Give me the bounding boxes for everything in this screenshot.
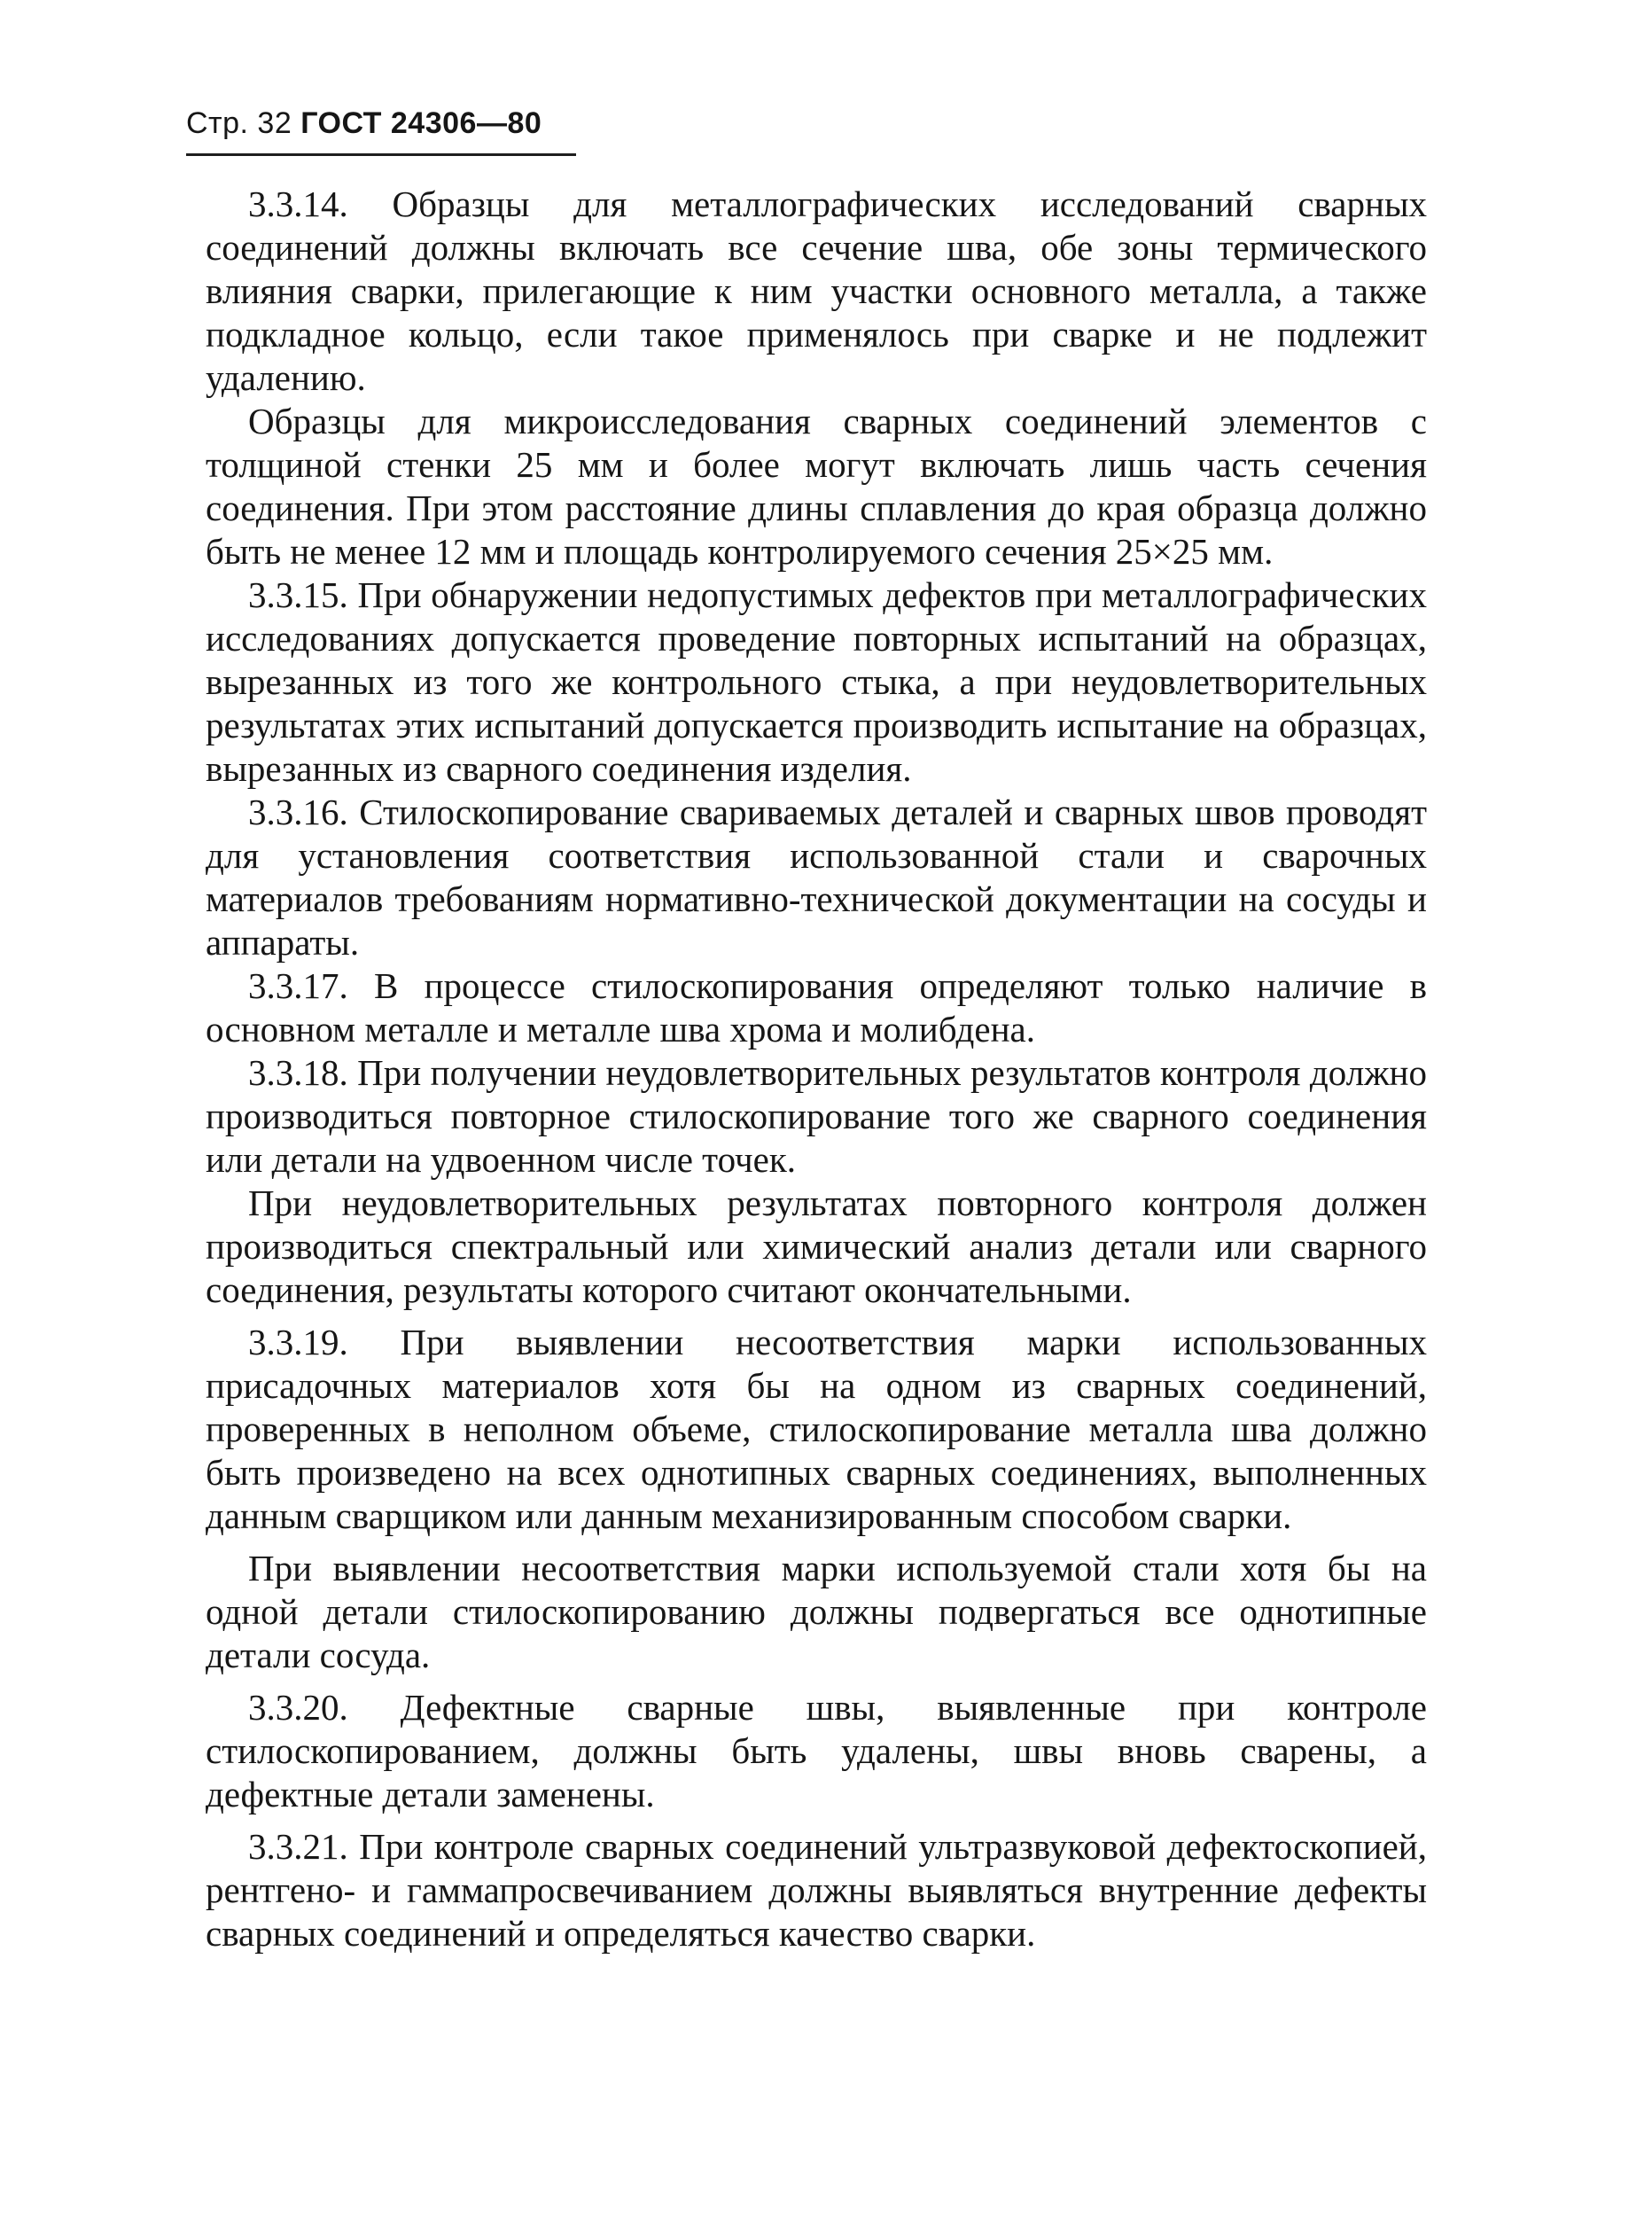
paragraph-3-3-19: 3.3.19. При выявлении несоответствия марки использованных присадочных материалов хотя бы на одном из сварных соединений, проверенных в неполном объеме, стилоскопирование металла шва должно быть произведено на всех однотипных сварных соединениях, выполненных данным сварщиком или данным механизированным способом сварки.: [206, 1322, 1427, 1536]
paragraph-3-3-15: 3.3.15. При обнаружении недопустимых дефектов при металлографических исследованиях допускается проведение повторных испытаний на образцах, вырезанных из того же контрольного стыка, а при неудовлетворительных результатах этих испытаний допускается производить испытание на образцах, вырезанных из сварного соединения изделия.: [206, 574, 1427, 789]
paragraph-3-3-18-continued: При неудовлетворительных результатах повторного контроля должен производиться спектральный или химический анализ детали или сварного соединения, результаты которого считают окончательными.: [206, 1182, 1427, 1310]
page-number: Стр. 32: [186, 106, 292, 140]
paragraph-3-3-20: 3.3.20. Дефектные сварные швы, выявленные при контроле стилоскопированием, должны быть удалены, швы вновь сварены, а дефектные детали заменены.: [206, 1687, 1427, 1814]
paragraph-3-3-19-continued: При выявлении несоответствия марки используемой стали хотя бы на одной детали стилоскопированию должны подвергаться все однотипные детали сосуда.: [206, 1548, 1427, 1675]
paragraph-3-3-17: 3.3.17. В процессе стилоскопирования определяют только наличие в основном металле и металле шва хрома и молибдена.: [206, 965, 1427, 1050]
paragraph-3-3-16: 3.3.16. Стилоскопирование свариваемых деталей и сварных швов проводят для установления соответствия использованной стали и сварочных материалов требованиям нормативно-технической документации на сосуды и аппараты.: [206, 792, 1427, 963]
header-rule: [186, 153, 576, 156]
paragraph-3-3-14: 3.3.14. Образцы для металлографических исследований сварных соединений должны включать все сечение шва, обе зоны термического влияния сварки, прилегающие к ним участки основного металла, а также подкладное кольцо, если такое применялось при сварке и не подлежит удалению.: [206, 183, 1427, 398]
paragraph-3-3-21: 3.3.21. При контроле сварных соединений ультразвуковой дефектоскопией, рентгено- и гаммапросвечиванием должны выявляться внутренние дефекты сварных соединений и определяться качество сварки.: [206, 1826, 1427, 1954]
paragraph-3-3-14-continued: Образцы для микроисследования сварных соединений элементов с толщиной стенки 25 мм и более могут включать лишь часть сечения соединения. При этом расстояние длины сплавления до края образца должно быть не менее 12 мм и площадь контролируемого сечения 25×25 мм.: [206, 401, 1427, 572]
document-body: [206, 183, 1427, 1955]
page-header: [186, 105, 542, 142]
paragraph-3-3-18: 3.3.18. При получении неудовлетворительных результатов контроля должно производиться повторное стилоскопирование того же сварного соединения или детали на удвоенном числе точек.: [206, 1052, 1427, 1180]
standard-designation: ГОСТ 24306—80: [300, 106, 542, 140]
